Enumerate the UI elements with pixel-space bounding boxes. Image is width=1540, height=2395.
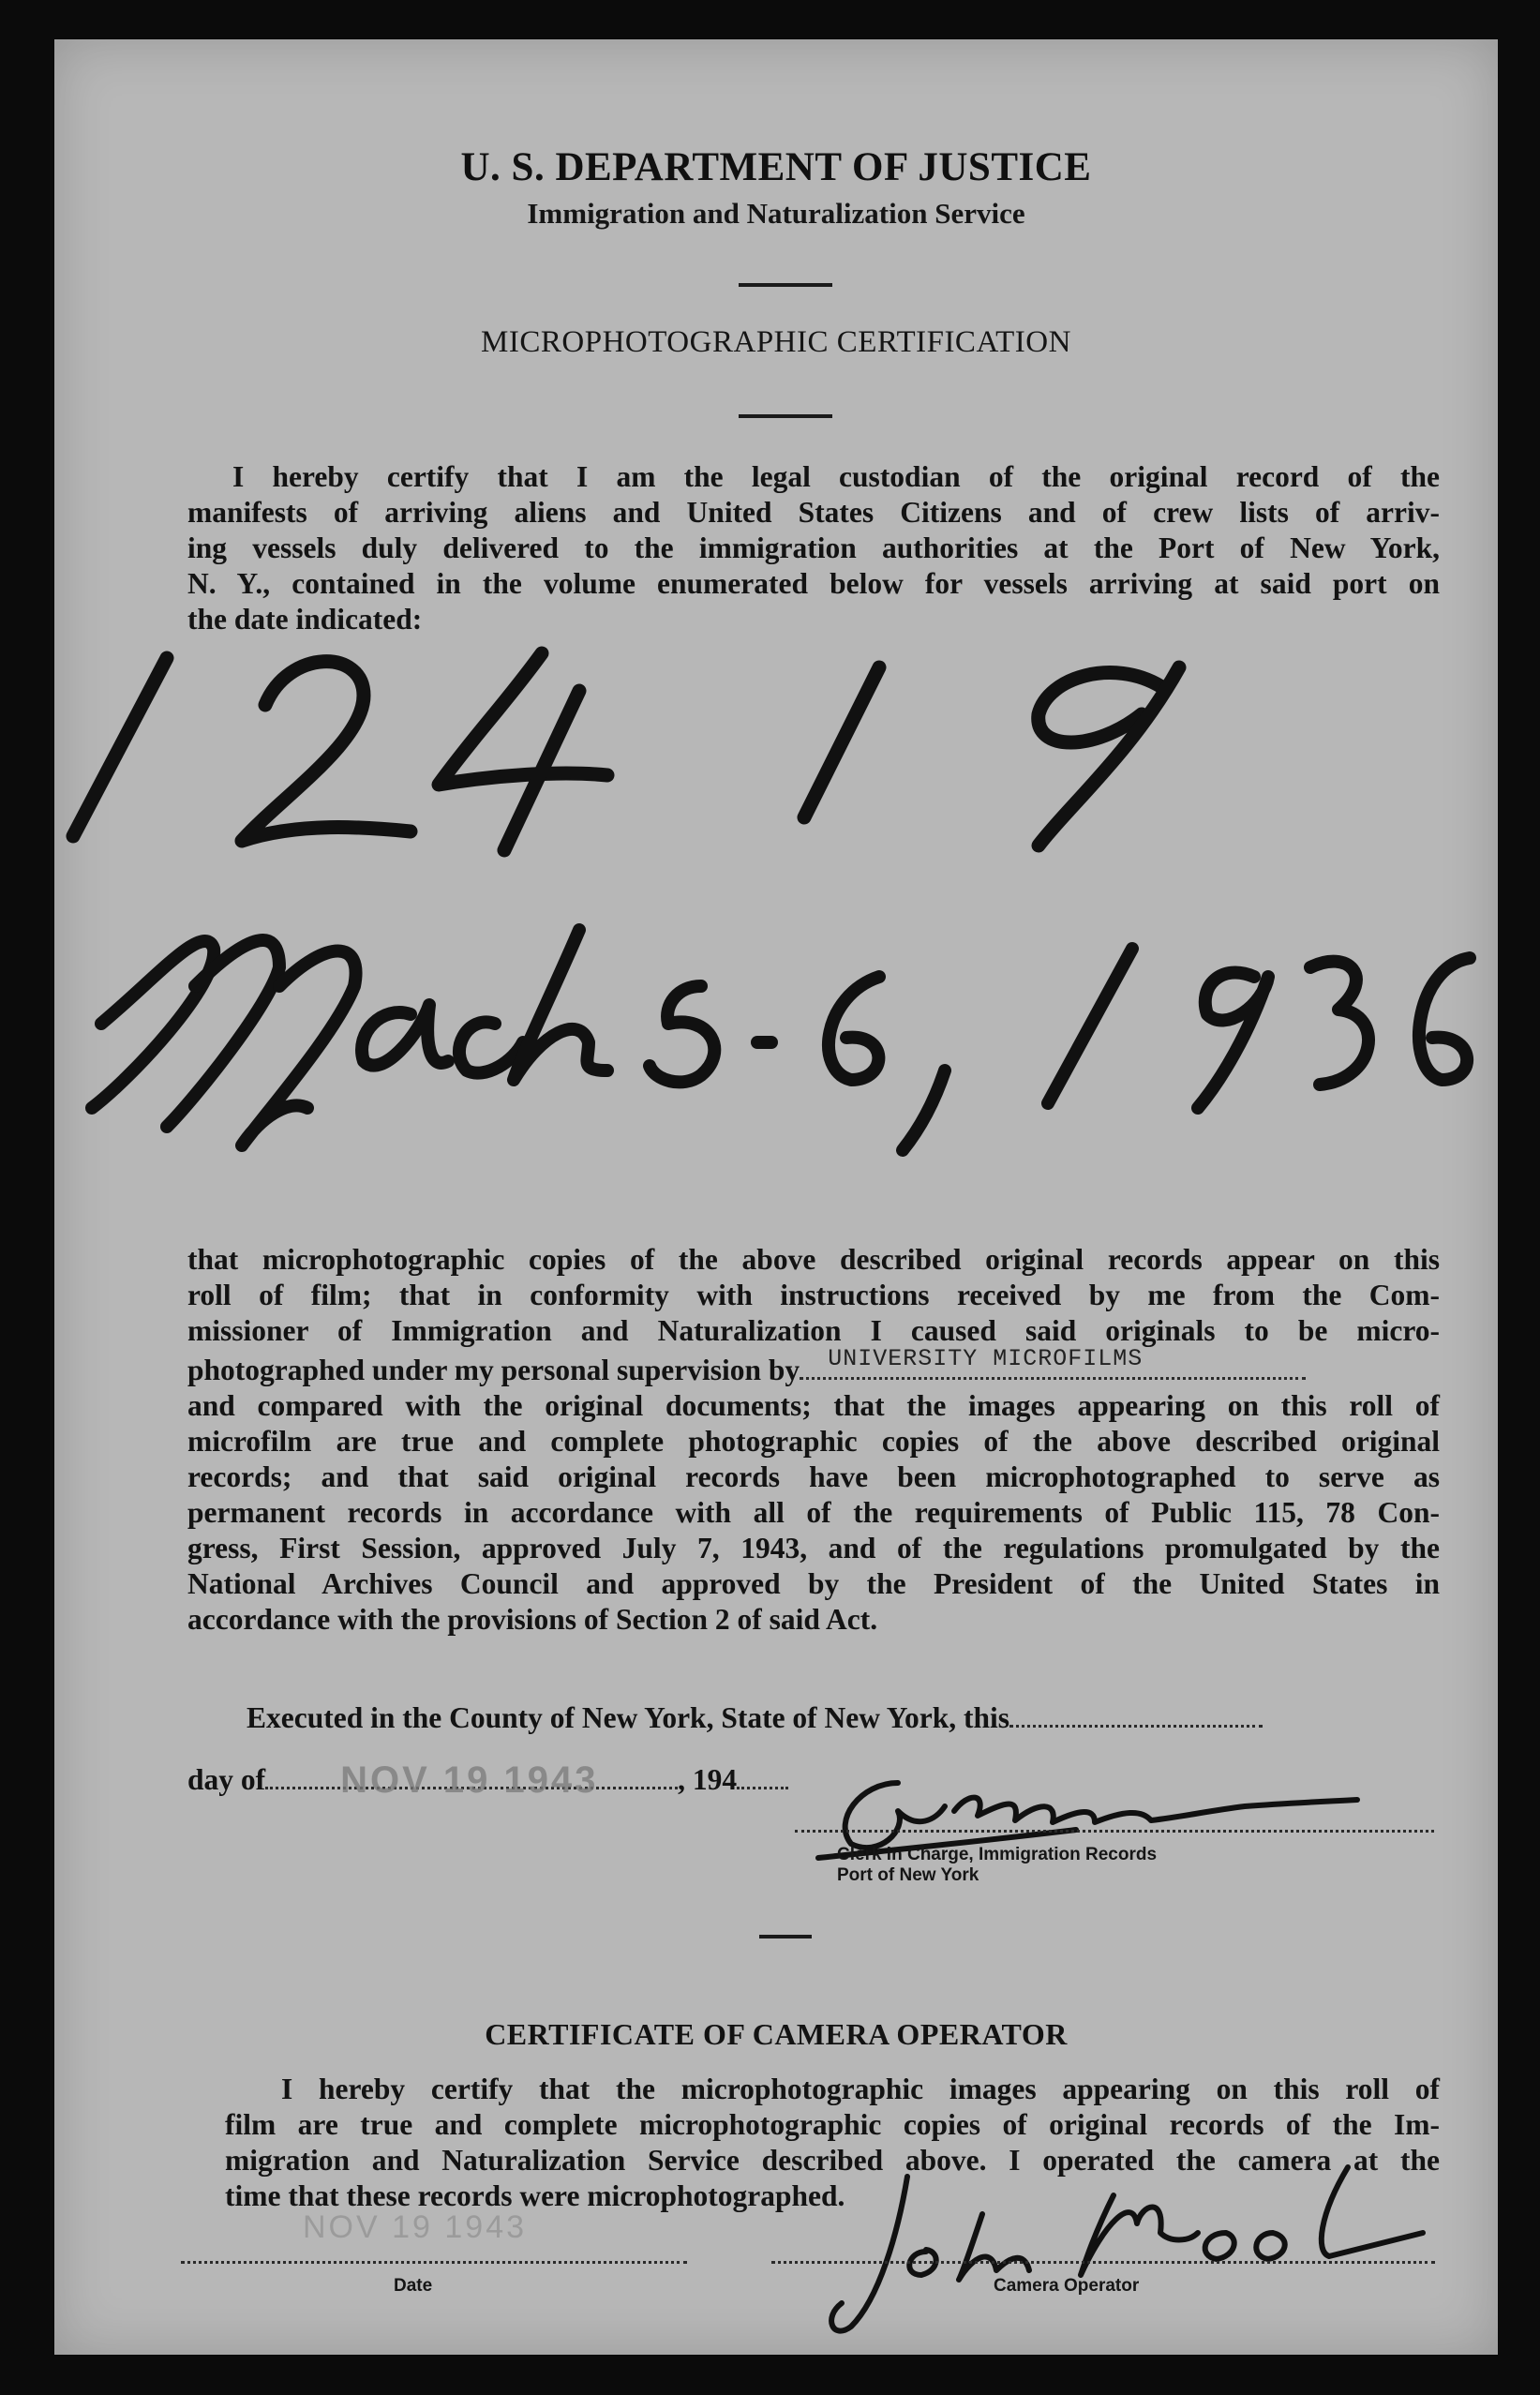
date-signature-line (181, 2261, 687, 2264)
paragraph-line: gress, First Session, approved July 7, 1943, and of the regulations promulgated by the (187, 1532, 1440, 1564)
paragraph-line: permanent records in accordance with all of the requirements of Public 115, 78 Con- (187, 1496, 1440, 1529)
executed-line (247, 1700, 1437, 1736)
divider (759, 1935, 812, 1938)
date-label: Date (394, 2276, 433, 2296)
date-stamp-faded: NOV 19 1943 (303, 2209, 528, 2245)
paragraph-line: I hereby certify that I am the legal custodian of the original record of the (232, 460, 1440, 493)
department-heading: U. S. DEPARTMENT OF JUSTICE (460, 145, 1092, 189)
paragraph-line: ing vessels duly delivered to the immigration authorities at the Port of New York, (187, 531, 1440, 564)
paragraph-line: N. Y., contained in the volume enumerated below for vessels arriving at said port on (187, 567, 1440, 600)
operator-signature (785, 2139, 1460, 2355)
paragraph-line: and compared with the original documents; that the images appearing on this roll of (187, 1389, 1440, 1422)
paragraph-line: missioner of Immigration and Naturalization I caused said originals to be micro- (187, 1314, 1440, 1347)
clerk-signature-line (795, 1830, 1434, 1833)
intro-paragraph (187, 459, 1440, 637)
year-label: , 194 (678, 1763, 738, 1796)
certification-paragraph (187, 1242, 1440, 1638)
paragraph-line: the date indicated: (187, 603, 423, 636)
paragraph-line: that microphotographic copies of the above described original records appear on this (187, 1243, 1440, 1276)
supervisor-field (800, 1345, 1306, 1380)
date-stamp: NOV 19 1943 (340, 1759, 599, 1801)
paragraph-line: records; and that said original records have been microphotographed to serve as (187, 1460, 1440, 1493)
camera-certificate-title: CERTIFICATE OF CAMERA OPERATOR (485, 2017, 1068, 2051)
operator-label: Camera Operator (994, 2276, 1140, 2296)
service-subheading: Immigration and Naturalization Service (527, 197, 1025, 230)
year-blank (737, 1787, 788, 1789)
paragraph-line: I hereby certify that the microphotographic images appearing on this roll of (281, 2073, 1440, 2105)
supervision-prefix: photographed under my personal supervision by (187, 1354, 800, 1386)
paragraph-line: National Archives Council and approved by the President of the United States in (187, 1567, 1440, 1600)
handwritten-volume-number (54, 621, 1498, 864)
clerk-port-line: Port of New York (837, 1865, 979, 1885)
paragraph-line: migration and Naturalization Service described above. I operated the camera at the (225, 2144, 1440, 2177)
operator-signature-line (771, 2261, 1435, 2264)
divider (739, 283, 832, 287)
day-of-label: day of (187, 1763, 266, 1796)
executed-blank (1009, 1725, 1263, 1728)
paragraph-line: microfilm are true and complete photographic copies of the above described original (187, 1425, 1440, 1458)
certification-title: MICROPHOTOGRAPHIC CERTIFICATION (481, 325, 1071, 359)
paragraph-line: roll of film; that in conformity with instructions received by me from the Com- (187, 1279, 1440, 1311)
paragraph-line: manifests of arriving aliens and United States Citizens and of crew lists of arriv- (187, 496, 1440, 529)
paragraph-line: accordance with the provisions of Section 2 of said Act. (187, 1603, 878, 1636)
paragraph-line: film are true and complete microphotographic copies of original records of the Im- (225, 2108, 1440, 2141)
certificate-page (54, 39, 1498, 2355)
paragraph-line: time that these records were microphotographed. (225, 2179, 845, 2212)
divider (739, 414, 832, 418)
day-of-blank (265, 1759, 678, 1801)
executed-text: Executed in the County of New York, State of New York, this (247, 1701, 1010, 1734)
supervisor-name: UNIVERSITY MICROFILMS (828, 1345, 1144, 1372)
clerk-title-line: Clerk in Charge, Immigration Records (837, 1845, 1158, 1864)
handwritten-date (54, 883, 1498, 1183)
supervision-line (187, 1345, 1440, 1388)
clerk-title (837, 1845, 1157, 1886)
